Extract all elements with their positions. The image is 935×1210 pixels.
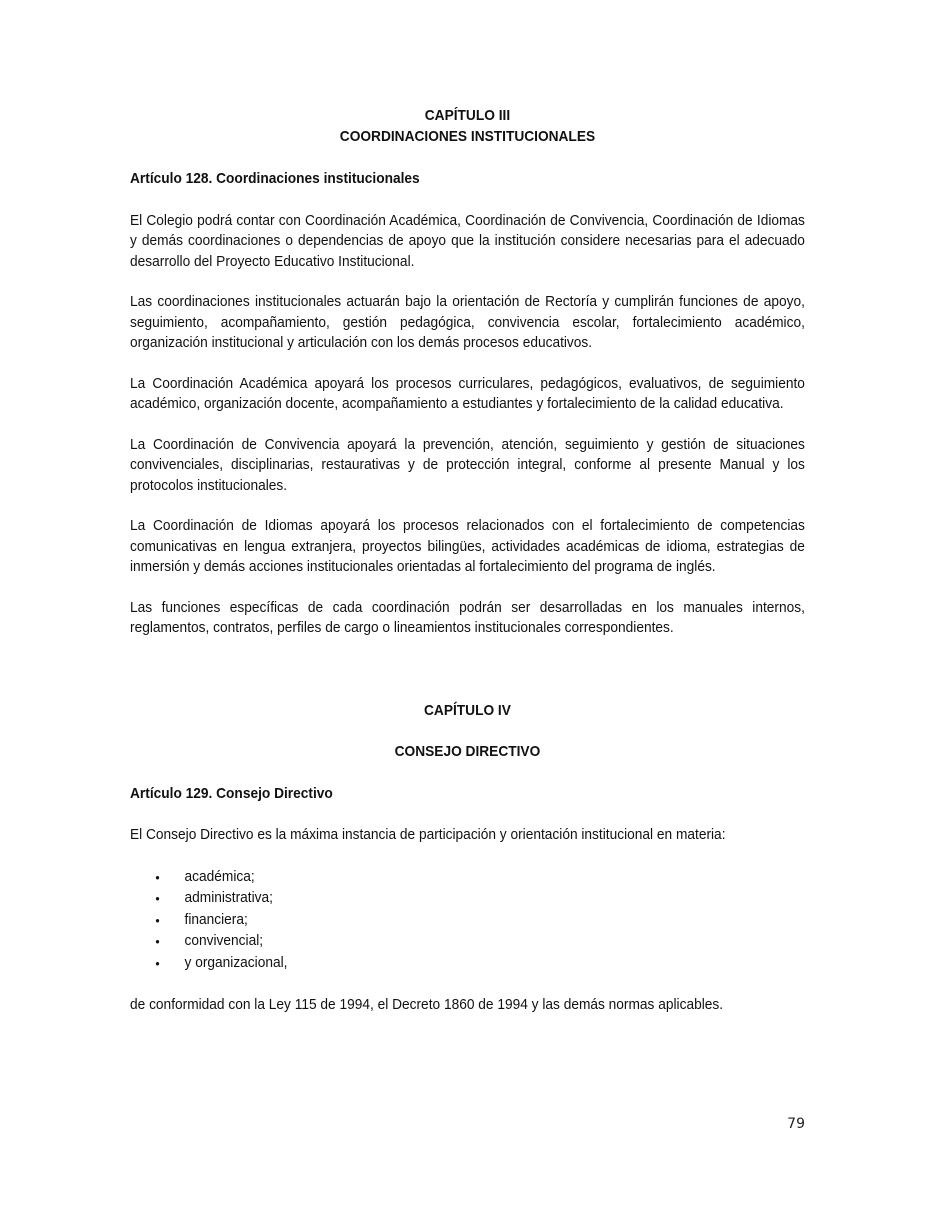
list-item: • y organizacional, [130, 953, 805, 975]
article-129-intro: El Consejo Directivo es la máxima instancia de participación y orientación institucional en materia: [130, 827, 726, 843]
bullet-icon: • [155, 955, 160, 971]
bullet-icon: • [155, 869, 160, 885]
bullet-icon: • [155, 934, 160, 950]
chapter-4-label: CAPÍTULO IV [424, 702, 511, 719]
bullet-icon: • [155, 912, 160, 928]
chapter-4-title: CONSEJO DIRECTIVO [394, 744, 541, 760]
article-128-title: Artículo 128. Coordinaciones institucionales [130, 171, 420, 187]
chapter-3-title: COORDINACIONES INSTITUCIONALES [339, 129, 596, 145]
article-128-paragraph-3: La Coordinación Académica apoyará los procesos curriculares, pedagógicos, evaluativos, de seguimiento académico, organización docente, acompañamiento a estudiantes y fortalecimiento de la calidad educativa. [130, 375, 805, 412]
list-item: • convivencial; [130, 931, 805, 953]
list-item: • financiera; [130, 910, 805, 932]
article-129-bullet-list [130, 867, 805, 975]
article-129-title: Artículo 129. Consejo Directivo [130, 785, 333, 802]
article-128-paragraph-4: La Coordinación de Convivencia apoyará la prevención, atención, seguimiento y gestión de situaciones convivenciales, disciplinarias, restaurativas y de protección integral, conforme al presente Manual y los protocolos institucionales. [130, 436, 805, 494]
article-129-closing: de conformidad con la Ley 115 de 1994, el Decreto 1860 de 1994 y las demás normas aplicables. [130, 997, 724, 1014]
article-128-paragraph-1: El Colegio podrá contar con Coordinación Académica, Coordinación de Convivencia, Coordinación de Idiomas y demás coordinaciones o dependencias de apoyo que la institución considere necesarias para el adecuado desarrollo del Proyecto Educativo Institucional. [130, 212, 805, 270]
list-item: • administrativa; [130, 888, 805, 910]
bullet-icon: • [155, 891, 160, 907]
page-number: 79 [787, 1116, 805, 1132]
article-128-paragraph-5: La Coordinación de Idiomas apoyará los procesos relacionados con el fortalecimiento de competencias comunicativas en lengua extranjera, proyectos bilingües, actividades académicas de idioma, estrategias de inmersión y demás acciones institucionales orientadas al fortalecimiento del programa de inglés. [130, 518, 805, 575]
document-page [130, 106, 805, 1016]
article-128-paragraph-6: Las funciones específicas de cada coordinación podrán ser desarrolladas en los manuales internos, reglamentos, contratos, perfiles de cargo o lineamientos institucionales correspondientes. [130, 599, 805, 636]
article-128-paragraph-2: Las coordinaciones institucionales actuarán bajo la orientación de Rectoría y cumplirán funciones de apoyo, seguimiento, acompañamiento, gestión pedagógica, convivencia escolar, fortalecimiento académico, organización institucional y articulación con los demás procesos educativos. [130, 294, 805, 351]
chapter-3-heading [130, 106, 805, 148]
chapter-3-label: CAPÍTULO III [424, 108, 511, 124]
list-item: • académica; [130, 867, 805, 889]
